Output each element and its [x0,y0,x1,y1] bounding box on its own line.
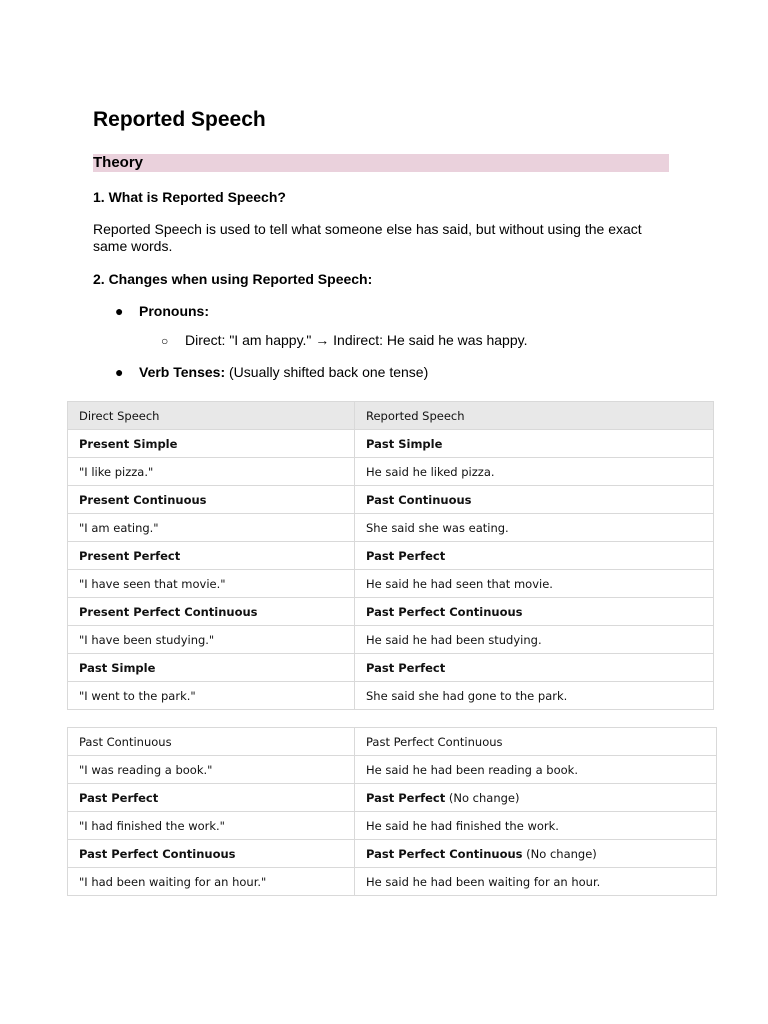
table-row [68,840,717,868]
pronouns-example [161,332,527,348]
question-1-heading: 1. What is Reported Speech? [93,189,286,205]
example-cell: He said he had been reading a book. [355,756,717,784]
tense-cell: Past Perfect [355,542,714,570]
definition-paragraph: Reported Speech is used to tell what someone else has said, but without using the exact same words. [93,221,642,254]
example-cell: "I have been studying." [68,626,355,654]
pronouns-label: Pronouns: [139,303,209,319]
table-row [68,570,714,598]
example-cell: He said he liked pizza. [355,458,714,486]
example-cell: "I had finished the work." [68,812,355,840]
table-row [68,542,714,570]
table-header-row [68,402,714,430]
table-row [68,654,714,682]
example-cell: He said he had been studying. [355,626,714,654]
tense-label: Past Perfect [366,790,446,805]
tense-cell: Past Continuous [355,486,714,514]
example-cell: She said she had gone to the park. [355,682,714,710]
header-reported-speech: Reported Speech [355,402,714,430]
tense-cell: Past Perfect Continuous [355,728,717,756]
example-cell: "I am eating." [68,514,355,542]
page-title: Reported Speech [93,108,266,131]
tense-cell: Past Simple [355,430,714,458]
tense-cell: Past Perfect Continuous [355,598,714,626]
table-row [68,458,714,486]
theory-section-heading [93,154,669,172]
table-row [68,598,714,626]
tense-cell: Past Perfect Continuous [68,840,355,868]
example-cell: "I like pizza." [68,458,355,486]
example-cell: "I was reading a book." [68,756,355,784]
pronouns-example-text: Direct: "I am happy." → Indirect: He said he was happy. [185,332,528,348]
table-row [68,868,717,896]
tense-cell [355,840,717,868]
tense-cell [355,784,717,812]
verb-tenses-label: Verb Tenses: [139,364,226,380]
table-row [68,728,717,756]
theory-heading-text: Theory [93,154,144,171]
table-row [68,756,717,784]
tense-cell: Present Simple [68,430,355,458]
tense-label: Past Perfect Continuous [366,846,523,861]
table-row [68,682,714,710]
header-direct-speech: Direct Speech [68,402,355,430]
tense-cell: Present Perfect Continuous [68,598,355,626]
no-change-note: (No change) [522,846,597,861]
question-2-heading: 2. Changes when using Reported Speech: [93,271,373,287]
table-row [68,514,714,542]
table-row [68,626,714,654]
tense-cell: Present Perfect [68,542,355,570]
pronouns-bullet [115,303,209,319]
table-row [68,486,714,514]
example-cell: He said he had been waiting for an hour. [355,868,717,896]
verb-tenses-bullet [115,364,428,380]
tense-cell: Past Simple [68,654,355,682]
example-cell: "I went to the park." [68,682,355,710]
table-row [68,430,714,458]
table-row [68,812,717,840]
tense-cell: Past Perfect [355,654,714,682]
hollow-bullet-icon: ○ [161,334,169,348]
tense-cell: Present Continuous [68,486,355,514]
tense-cell: Past Continuous [68,728,355,756]
tense-table-2 [67,727,717,896]
tense-cell: Past Perfect [68,784,355,812]
example-cell: He said he had seen that movie. [355,570,714,598]
verb-tenses-note: (Usually shifted back one tense) [225,364,429,380]
table-row [68,784,717,812]
bullet-dot-icon: ● [115,303,124,319]
example-cell: She said she was eating. [355,514,714,542]
bullet-dot-icon: ● [115,364,124,380]
no-change-note: (No change) [445,790,520,805]
tense-table-1 [67,401,714,710]
example-cell: He said he had finished the work. [355,812,717,840]
example-cell: "I have seen that movie." [68,570,355,598]
example-cell: "I had been waiting for an hour." [68,868,355,896]
